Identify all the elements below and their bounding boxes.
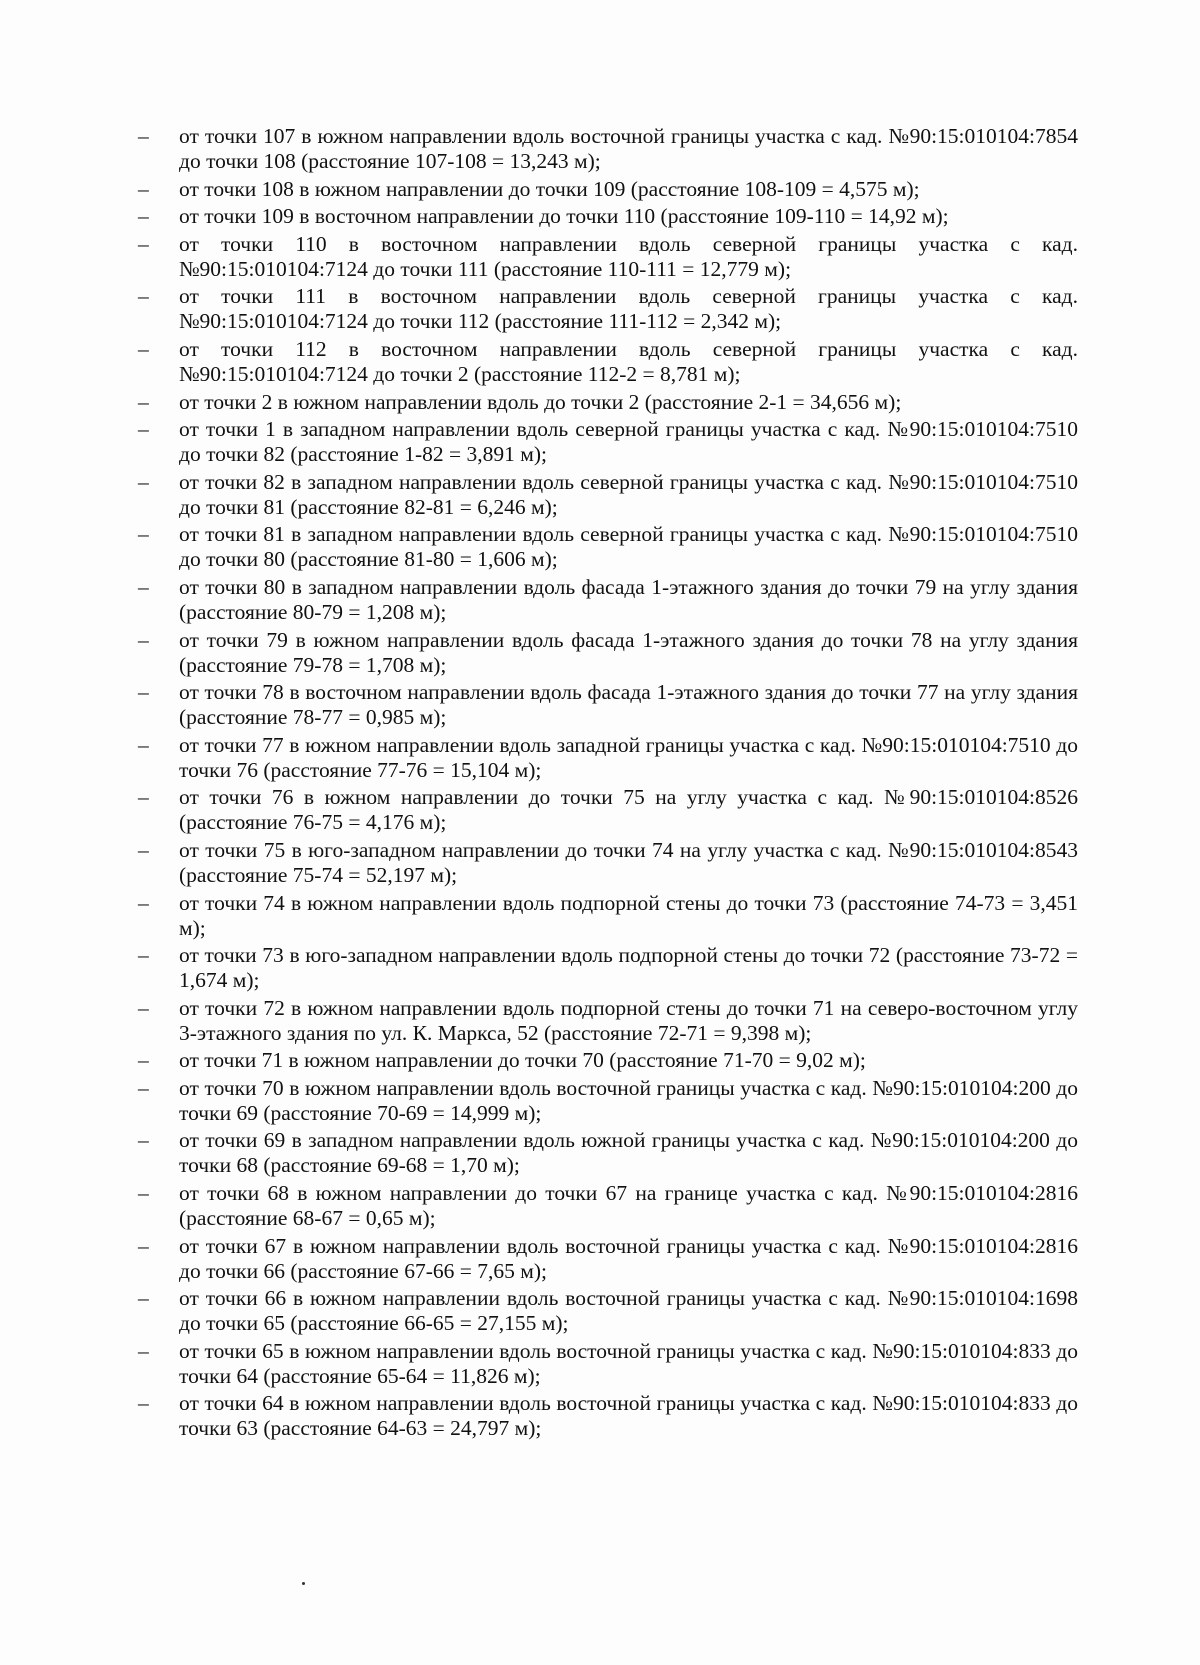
list-item-text: от точки 76 в южном направлении до точки 75 на углу участка с кад. №90:15:010104:8526 (расстояние 76-75 = 4,176 м); (179, 785, 1078, 835)
bullet-dash: – (138, 284, 149, 309)
bullet-dash: – (138, 837, 149, 862)
list-item (138, 337, 1078, 387)
list-item (138, 891, 1078, 941)
bullet-dash: – (138, 417, 149, 442)
bullet-dash: – (138, 1338, 149, 1363)
list-item (138, 470, 1078, 520)
list-item (138, 1181, 1078, 1231)
list-item-text: от точки 1 в западном направлении вдоль северной границы участка с кад. №90:15:010104:7510 до точки 82 (расстояние 1-82 = 3,891 м); (179, 417, 1078, 467)
bullet-dash: – (138, 336, 149, 361)
list-item-text: от точки 66 в южном направлении вдоль восточной границы участка с кад. №90:15:010104:1698 до точки 65 (расстояние 66-65 = 27,155 м); (179, 1286, 1078, 1336)
list-item-text: от точки 64 в южном направлении вдоль восточной границы участка с кад. №90:15:010104:833 до точки 63 (расстояние 64-63 = 24,797 м); (179, 1391, 1078, 1441)
bullet-dash: – (138, 627, 149, 652)
bullet-dash: – (138, 389, 149, 414)
bullet-dash: – (138, 1048, 149, 1073)
boundary-description-list (138, 124, 1078, 1444)
list-item-text: от точки 68 в южном направлении до точки 67 на границе участка с кад. №90:15:010104:2816 (расстояние 68-67 = 0,65 м); (179, 1181, 1078, 1231)
list-item-text: от точки 67 в южном направлении вдоль восточной границы участка с кад. №90:15:010104:2816 до точки 66 (расстояние 67-66 = 7,65 м); (179, 1233, 1078, 1283)
list-item (138, 1339, 1078, 1389)
bullet-dash: – (138, 1391, 149, 1416)
list-item (138, 124, 1078, 174)
list-item (138, 628, 1078, 678)
list-item (138, 417, 1078, 467)
bullet-dash: – (138, 522, 149, 547)
list-item-text: от точки 69 в западном направлении вдоль южной границы участка с кад. №90:15:010104:200 до точки 68 (расстояние 69-68 = 1,70 м); (179, 1128, 1078, 1178)
list-item (138, 996, 1078, 1046)
list-item-text: от точки 77 в южном направлении вдоль западной границы участка с кад. №90:15:010104:7510 до точки 76 (расстояние 77-76 = 15,104 м); (179, 732, 1078, 782)
list-item (138, 1286, 1078, 1336)
list-item-text: от точки 112 в восточном направлении вдоль северной границы участка с кад. №90:15:010104:7124 до точки 2 (расстояние 112-2 = 8,781 м); (179, 336, 1078, 386)
bullet-dash: – (138, 995, 149, 1020)
bullet-dash: – (138, 890, 149, 915)
list-item-text: от точки 65 в южном направлении вдоль восточной границы участка с кад. №90:15:010104:833 до точки 64 (расстояние 65-64 = 11,826 м); (179, 1338, 1078, 1388)
bullet-dash: – (138, 785, 149, 810)
list-item (138, 1048, 1078, 1073)
list-item (138, 1391, 1078, 1441)
bullet-dash: – (138, 176, 149, 201)
list-item-text: от точки 111 в восточном направлении вдоль северной границы участка с кад. №90:15:010104:7124 до точки 112 (расстояние 111-112 = 2,342 м); (179, 284, 1078, 334)
bullet-dash: – (138, 124, 149, 148)
bullet-dash: – (138, 1286, 149, 1311)
list-item-text: от точки 79 в южном направлении вдоль фасада 1-этажного здания до точки 78 на углу здания (расстояние 79-78 = 1,708 м); (179, 627, 1078, 677)
list-item (138, 943, 1078, 993)
list-item (138, 204, 1078, 229)
bullet-dash: – (138, 574, 149, 599)
list-item-text: от точки 109 в восточном направлении до точки 110 (расстояние 109-110 = 14,92 м); (179, 204, 949, 229)
list-item (138, 575, 1078, 625)
list-item-text: от точки 70 в южном направлении вдоль восточной границы участка с кад. №90:15:010104:200 до точки 69 (расстояние 70-69 = 14,999 м); (179, 1075, 1078, 1125)
list-item-text: от точки 82 в западном направлении вдоль северной границы участка с кад. №90:15:010104:7510 до точки 81 (расстояние 82-81 = 6,246 м); (179, 469, 1078, 519)
list-item-text: от точки 2 в южном направлении вдоль до точки 2 (расстояние 2-1 = 34,656 м); (179, 389, 902, 414)
bullet-dash: – (138, 1128, 149, 1153)
list-item (138, 390, 1078, 415)
list-item-text: от точки 74 в южном направлении вдоль подпорной стены до точки 73 (расстояние 74-73 = 3,451 м); (179, 890, 1078, 940)
bullet-dash: – (138, 204, 149, 229)
bullet-dash: – (138, 732, 149, 757)
list-item-text: от точки 107 в южном направлении вдоль восточной границы участка с кад. №90:15:010104:7854 до точки 108 (расстояние 107-108 = 13,243 м); (179, 124, 1078, 173)
scan-speck (302, 1582, 305, 1585)
bullet-dash: – (138, 1075, 149, 1100)
bullet-dash: – (138, 231, 149, 256)
list-item-text: от точки 73 в юго-западном направлении вдоль подпорной стены до точки 72 (расстояние 73-72 = 1,674 м); (179, 943, 1078, 993)
list-item (138, 1234, 1078, 1284)
list-item (138, 1076, 1078, 1126)
bullet-dash: – (138, 680, 149, 705)
list-item (138, 177, 1078, 202)
list-item-text: от точки 80 в западном направлении вдоль фасада 1-этажного здания до точки 79 на углу здания (расстояние 80-79 = 1,208 м); (179, 574, 1078, 624)
bullet-dash: – (138, 1181, 149, 1206)
list-item (138, 733, 1078, 783)
bullet-dash: – (138, 943, 149, 968)
bullet-dash: – (138, 1233, 149, 1258)
list-item-text: от точки 110 в восточном направлении вдоль северной границы участка с кад. №90:15:010104:7124 до точки 111 (расстояние 110-111 = 12,779 м); (179, 231, 1078, 281)
list-item-text: от точки 78 в восточном направлении вдоль фасада 1-этажного здания до точки 77 на углу здания (расстояние 78-77 = 0,985 м); (179, 680, 1078, 730)
list-item-text: от точки 72 в южном направлении вдоль подпорной стены до точки 71 на северо-восточном углу 3-этажного здания по ул. К. Маркса, 52 (расстояние 72-71 = 9,398 м); (179, 995, 1078, 1045)
list-item-text: от точки 71 в южном направлении до точки 70 (расстояние 71-70 = 9,02 м); (179, 1048, 866, 1073)
list-item (138, 522, 1078, 572)
list-item-text: от точки 108 в южном направлении до точки 109 (расстояние 108-109 = 4,575 м); (179, 176, 920, 201)
bullet-dash: – (138, 469, 149, 494)
list-item-text: от точки 75 в юго-западном направлении до точки 74 на углу участка с кад. №90:15:010104:8543 (расстояние 75-74 = 52,197 м); (179, 837, 1078, 887)
list-item (138, 1128, 1078, 1178)
list-item (138, 680, 1078, 730)
list-item (138, 284, 1078, 334)
list-item-text: от точки 81 в западном направлении вдоль северной границы участка с кад. №90:15:010104:7510 до точки 80 (расстояние 81-80 = 1,606 м); (179, 522, 1078, 572)
list-item (138, 838, 1078, 888)
list-item (138, 232, 1078, 282)
list-item (138, 785, 1078, 835)
